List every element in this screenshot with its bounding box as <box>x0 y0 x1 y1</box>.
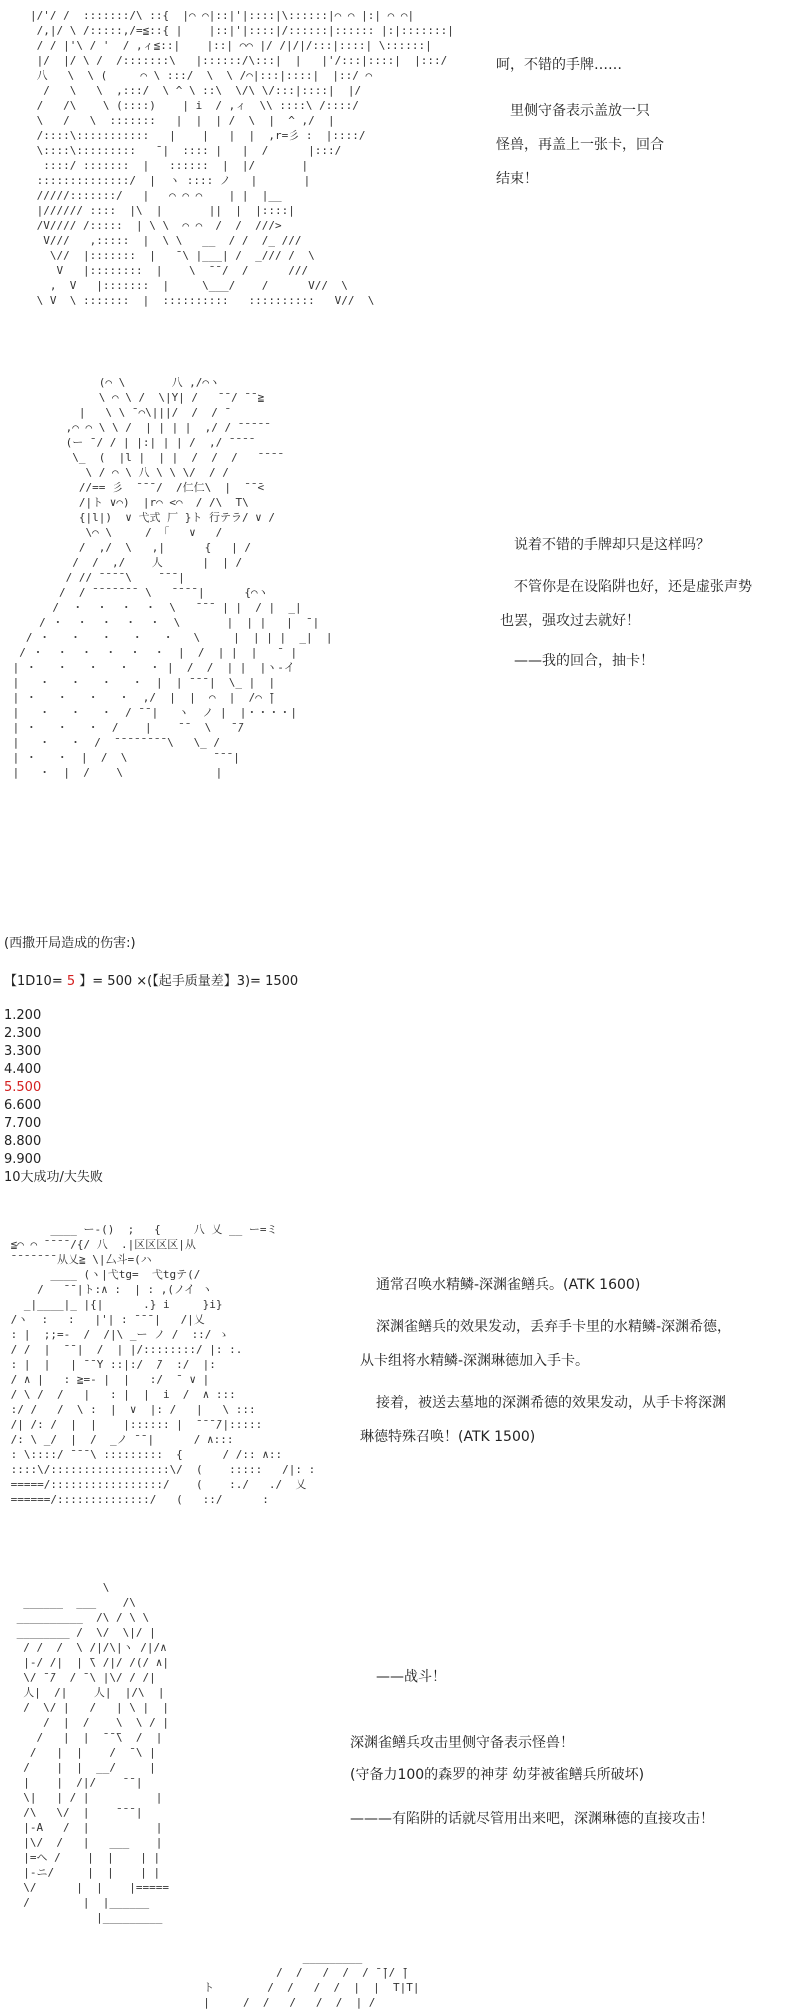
narration-line: 通常召唤水精鳞-深渊雀鳝兵。(ATK 1600) <box>376 1277 641 1293</box>
narration-line: 呵，不错的手牌…… <box>496 57 622 73</box>
narration-line: 里侧守备表示盖放一只 <box>510 103 650 119</box>
narration-line: 琳德特殊召唤！(ATK 1500) <box>360 1429 536 1445</box>
narration-line: 也罢，强攻过去就好！ <box>500 613 640 629</box>
roll-result-item: 5.500 <box>4 1080 42 1095</box>
roll-result-item: 9.900 <box>4 1152 42 1167</box>
roll-formula <box>4 970 298 989</box>
roll-result-item: 7.700 <box>4 1116 42 1131</box>
narration-line: 不管你是在设陷阱也好，还是虚张声势 <box>514 579 752 595</box>
narration-line: ———有陷阱的话就尽管用出来吧，深渊琳德的直接攻击！ <box>350 1811 714 1827</box>
roll-formula-suffix: 】= 500 ×(【起手质量差】3)= 1500 <box>79 974 299 989</box>
narration-line: (守备力100的森罗的神芽 幼芽被雀鳝兵所破坏) <box>350 1767 645 1783</box>
roll-result-item: 1.200 <box>4 1008 42 1023</box>
ascii-art-character-3: ____ ー-() ; { 八 乂 __ ー=ミ ≦⌒ ⌒ ̄ ̄ ̄ ̄ /{/ 八 .|区区区区|从 ̄ ̄ ̄ ̄ ̄ ̄ ̄ 从乂≧ \|厶斗=(ハ ____ (ヽ|弋tg= 弋tgテ(/ / ̄ ̄ |ト:∧ : | : ,(ノイ ヽ _|____|_ |{| .} i }i} /ヽ : : |'| : ̄ ̄ ̄ | /|乂 : | ;;=- / /|\ _ー ノ / ::/ ゝ / / | ̄ ̄ | / | |/::::::::/ |: :. : | | | ̄ ̄ Y ::|:/ ̄/ :/ |: / ∧ | : ≧=- | | :/ ̄ ∨ | / \ / / | : | | i / ∧ ::: :/ / / \ : | ∨ |: / | \ ::: /| /: / | | |:::::: | ̄ ̄ ̄ ̄/|::::: /: \ _/ | / _ノ ̄ ̄ | / ∧::: : \::::/ ̄ ̄ ̄ \ ::::::::: { / /:: ∧:: ::::\/::::::::::::::::::\/ ( ::::: /|: : =====/:::::::::::::::::/ ( :./ ./ 乂 ======/::::::::::::::/ ( ::/ : <box>4 1223 316 1506</box>
narration-panel-3 <box>360 1270 731 1452</box>
ascii-art-character-1: |/'/ / :::::::/\ ::{ |⌒ ⌒|::|'|::::|\::::::|⌒ ⌒ |:| ⌒ ⌒| /,|/ \ /:::::,/=≦::{ | |::|'|::::|/::::::|:::::: |:|:::::::| / / |'\ / ' / ,ィ≦::| |::| ⌒⌒ |/ /|/|/:::|::::| \::::::| |/ |/ \ / /:::::::\ |::::::/\:::| | |'/:::|::::| |:::/ 八 \ \ ( ⌒ \ :::/ \ \ /⌒|:::|::::| |::/ ⌒ / \ \ ,:::/ \ ^ \ ::\ \/\ \/:::|::::| |/ / /\ \ (::::) | i / ,ィ \\ ::::\ /::::/ \ / \ ::::::: | | | / \ | ^ ,/ | /::::\::::::::::: | | | | ,r=彡 : |::::/ \::::\::::::::: ̄ | :::: | | / |:::/ ::::/ ::::::: | :::::: | |/ | ::::::::::::::/ | ヽ :::: ノ | | /////:::::::/ | ⌒ ⌒ ⌒ | | |__ |////// :::: |\ | || | |::::| /V//// /::::: | \ \ ⌒ ⌒ / / ///> V/// ,::::: | \ \ __ / / /_ /// \// |::::::: | ̄ \ |___| / _/// / \ V |:::::::: | \ ̄ ̄ / / /// , V |::::::: | \___/ / V// \ \ V \ ::::::: | :::::::::: :::::::::: V// \ <box>30 9 454 307</box>
narration-line: 怪兽，再盖上一张卡，回合 <box>496 137 664 153</box>
narration-line: 深渊雀鳝兵的效果发动，丢弃手卡里的水精鳞-深渊希德， <box>376 1319 732 1335</box>
narration-line: 说着不错的手牌却只是这样吗？ <box>514 537 710 553</box>
roll-result-item: 6.600 <box>4 1098 42 1113</box>
roll-result-item: 10大成功/大失败 <box>4 1170 103 1185</box>
narration-line: ——我的回合，抽卡！ <box>514 653 654 669</box>
ascii-art-character-2: (⌒ \ 八 ,/⌒ヽ \ ⌒ \ / \|Y| / ̄ ̄ / ̄ ̄ ≧ | \ \ ̄ ⌒\|||/ / / ̄ ,⌒ ⌒ \ \ / | | | | ,/ / ̄ ̄ ̄ ̄ ̄ (ー ̄ / / | |:| | | / ,/ ̄ ̄ ̄ ̄ \_ ( |l | | | / / / ̄ ̄ ̄ ̄ \ / ⌒ \ 八 \ \ \/ / / //== 彡 ̄ ̄ ̄ / /仁仁\ | ̄ ̄ ̄< /|ト ∨⌒) |r⌒ <⌒ / /\ T\ {|l|) ∨ 弋式 厂 }ト 行テラ/ ∨ / \⌒ \ / 「 ∨ / / ,/ \ ,| { | / / / ,/ 人 | | / / // ̄ ̄ ̄ ̄ \ ̄ ̄ ̄ | / / ̄ ̄ ̄ ̄ ̄ ̄ ̄ \ ̄ ̄ ̄ ̄ | {⌒ヽ / ・ ・ ・ ・ \ ̄ ̄ ̄ | | / | _| / ・ ・ ・ ・ ・ \ | | | | ̄ | / ・ ・ ・ ・ ・ \ | | | | _| | / ・ ・ ・ ・ ・ ・ | / | | | ̄ | | ・ ・ ・ ・ ・ | / / | | |ヽ-イ | ・ ・ ・ ・ | | ̄ ̄ ̄ | \_ | | | ・ ・ ・ ・ ,/ | | ⌒ | /⌒ ̄| | ・ ・ ・ / ̄ ̄ | ヽ ノ | |・・・・| | ・ ・ ・ / | ̄ ̄ \ ̄ ̄/ | ・ ・ / ̄ ̄ ̄ ̄ ̄ ̄ ̄ ̄ \ \_ / | ・ ・ | / \ ̄ ̄ ̄ | | ・ | / \ | <box>12 376 333 779</box>
roll-results-list <box>4 1007 103 1187</box>
narration-panel-2 <box>500 530 752 676</box>
narration-line: 从卡组将水精鳞-深渊琳德加入手卡。 <box>360 1353 590 1369</box>
roll-formula-prefix: 【1D10= <box>4 974 63 989</box>
ascii-art-partial-5: _________ / / / / / ̄ ̄|/ ̄| ト / / / / | | T|T| | / / / / / | / <box>203 1951 420 2009</box>
roll-formula-value: 5 <box>66 974 76 989</box>
roll-result-item: 4.400 <box>4 1062 42 1077</box>
narration-line: 接着，被送去墓地的深渊希德的效果发动，从手卡将深渊 <box>376 1395 726 1411</box>
roll-heading: (西撒开局造成的伤害:) <box>4 936 136 951</box>
narration-panel-4 <box>350 1662 714 1834</box>
narration-line: ——战斗！ <box>376 1669 446 1685</box>
narration-panel-1 <box>496 50 664 194</box>
ascii-art-character-4: \ ______ ___ /\ __________ /\ / \ \ ________ / \/ \|/ | / / / \ /|/\|ヽ /|/∧ |-/ /| | ̄\ /|/ /(/ ∧| \/ ̄ ̄/ / ̄ \ |\/ / /| 人| /| 人| |/\ | / \/ | / | \ | | / | / \ \ / | / | | ̄ ̄ ̄\ / | / | | / ̄ \ | / | | __/ | | | /|/ ̄ ̄ | \| | / | | /\ \/ | ̄ ̄ ̄ | |-A / | | |\/ / | ___ | |=ヘ / | | | | |-ニ/ | | | | \/ | | |===== / | |______ |_________ <box>16 1581 169 1924</box>
roll-result-item: 8.800 <box>4 1134 42 1149</box>
roll-result-item: 2.300 <box>4 1026 42 1041</box>
narration-line: 深渊雀鳝兵攻击里侧守备表示怪兽！ <box>350 1735 574 1751</box>
roll-result-item: 3.300 <box>4 1044 42 1059</box>
narration-line: 结束！ <box>496 171 538 187</box>
